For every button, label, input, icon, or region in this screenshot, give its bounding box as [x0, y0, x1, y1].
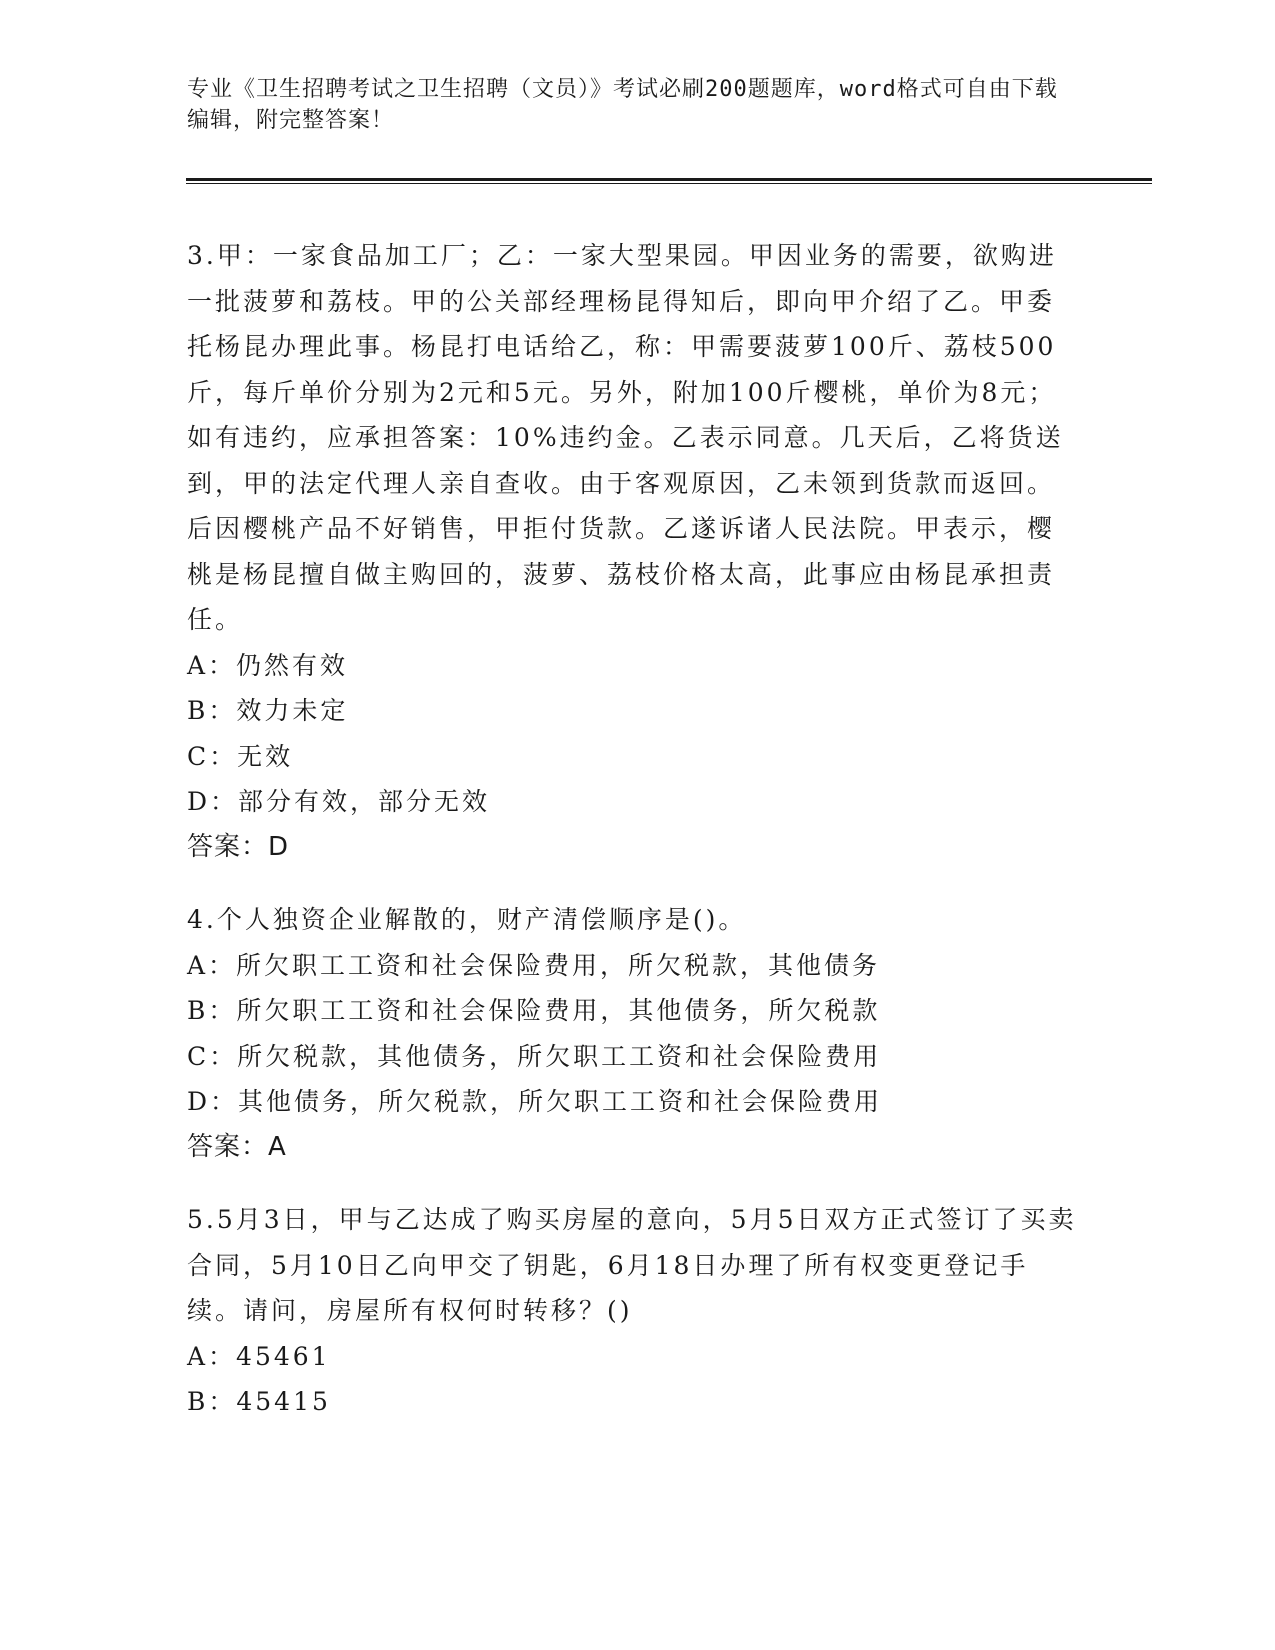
question-stem: 4.个人独资企业解散的，财产清偿顺序是()。	[187, 905, 747, 934]
question-list	[187, 233, 1077, 1452]
option-d: D：部分有效，部分无效	[187, 787, 491, 816]
option-b: B：45415	[187, 1387, 331, 1416]
option-a: A：所欠职工工资和社会保险费用，所欠税款，其他债务	[187, 950, 881, 980]
option-c: C：所欠税款，其他债务，所欠职工工资和社会保险费用	[187, 1041, 882, 1071]
option-c: C：无效	[187, 741, 294, 771]
question-5	[187, 1197, 1077, 1425]
answer-line: 答案：A	[187, 1131, 287, 1162]
option-a: A：仍然有效	[187, 650, 349, 680]
answer-line: 答案：D	[187, 831, 290, 862]
document-header: 专业《卫生招聘考试之卫生招聘（文员）》考试必刷200题题库，word格式可自由下载编辑，附完整答案！	[187, 77, 1058, 133]
question-stem: 3.甲：一家食品加工厂；乙：一家大型果园。甲因业务的需要，欲购进一批菠萝和荔枝。甲的公关部经理杨昆得知后，即向甲介绍了乙。甲委托杨昆办理此事。杨昆打电话给乙，称：甲需要菠萝100斤、荔枝500斤，每斤单价分别为2元和5元。另外，附加100斤樱桃，单价为8元；如有违约，应承担答案：10%违约金。乙表示同意。几天后，乙将货送到，甲的法定代理人亲自查收。由于客观原因，乙未领到货款而返回。后因樱桃产品不好销售，甲拒付货款。乙遂诉诸人民法院。甲表示，樱桃是杨昆擅自做主购回的，菠萝、荔枝价格太高，此事应由杨昆承担责任。	[187, 241, 1064, 634]
option-d: D：其他债务，所欠税款，所欠职工工资和社会保险费用	[187, 1087, 883, 1116]
question-3	[187, 233, 1077, 870]
question-stem: 5.5月3日，甲与乙达成了购买房屋的意向，5月5日双方正式签订了买卖合同，5月10日乙向甲交了钥匙，6月18日办理了所有权变更登记手续。请问，房屋所有权何时转移？()	[187, 1205, 1077, 1325]
header-divider-thick	[186, 178, 1152, 181]
header-divider-thin	[186, 183, 1152, 184]
option-a: A：45461	[187, 1341, 331, 1371]
question-4	[187, 897, 1077, 1170]
option-b: B：所欠职工工资和社会保险费用，其他债务，所欠税款	[187, 996, 881, 1025]
option-b: B：效力未定	[187, 696, 349, 725]
